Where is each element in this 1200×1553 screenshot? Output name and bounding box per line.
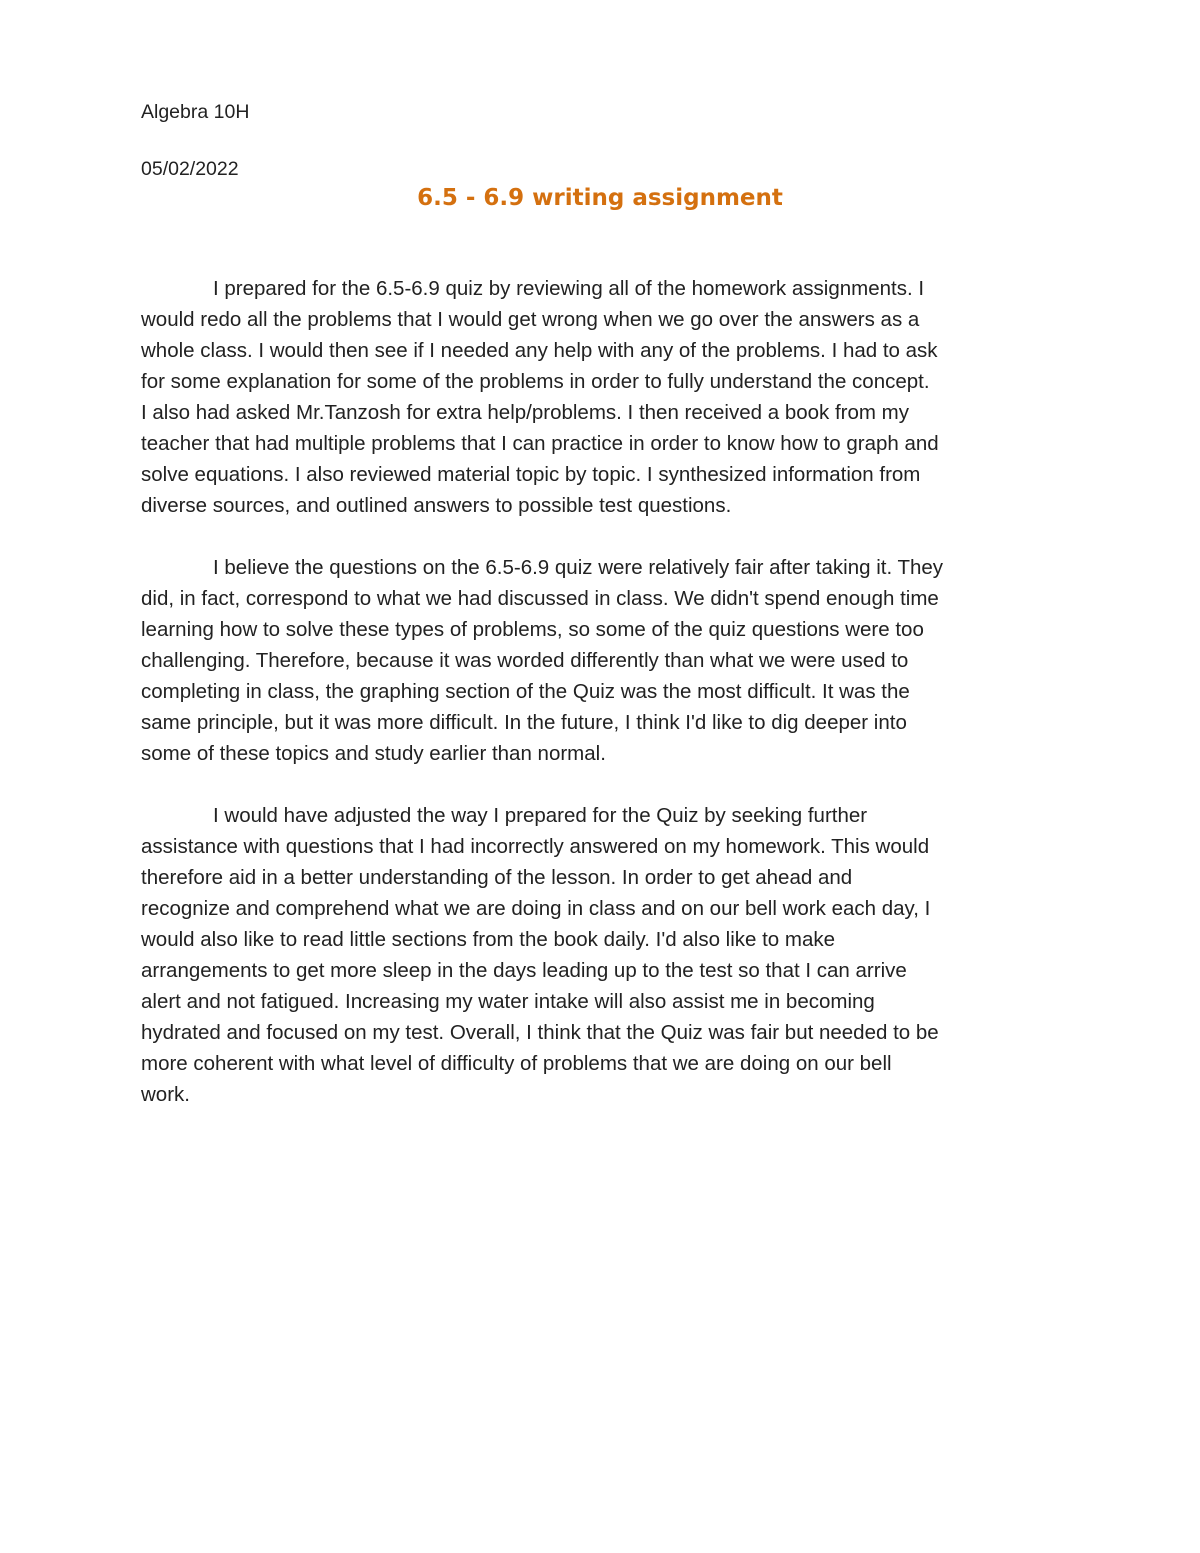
text-line: diverse sources, and outlined answers to possible test questions. (141, 494, 732, 517)
text-line: learning how to solve these types of problems, so some of the quiz questions were too (141, 618, 924, 641)
text-line: assistance with questions that I had incorrectly answered on my homework. This would (141, 835, 930, 858)
paragraph-adjustments (141, 800, 1061, 1110)
document-body (141, 273, 1061, 1141)
text-line: some of these topics and study earlier than normal. (141, 742, 606, 765)
text-line: would also like to read little sections from the book daily. I'd also like to make (141, 928, 836, 951)
text-line: alert and not fatigued. Increasing my water intake will also assist me in becoming (141, 990, 875, 1013)
text-line: did, in fact, correspond to what we had discussed in class. We didn't spend enough time (141, 587, 939, 610)
text-line: for some explanation for some of the problems in order to fully understand the concept. (141, 370, 930, 393)
text-line: I prepared for the 6.5-6.9 quiz by reviewing all of the homework assignments. I (213, 277, 925, 300)
course-name: Algebra 10H (141, 101, 250, 123)
text-line: recognize and comprehend what we are doing in class and on our bell work each day, I (141, 897, 931, 920)
paragraph-quiz-fairness (141, 552, 1061, 769)
assignment-date: 05/02/2022 (141, 158, 239, 180)
text-line: would redo all the problems that I would get wrong when we go over the answers as a (141, 308, 920, 331)
text-line: teacher that had multiple problems that I can practice in order to know how to graph and (141, 432, 939, 455)
paragraph-preparation (141, 273, 1061, 521)
text-line: solve equations. I also reviewed material topic by topic. I synthesized information from (141, 463, 921, 486)
text-line: arrangements to get more sleep in the days leading up to the test so that I can arrive (141, 959, 907, 982)
text-line: I also had asked Mr.Tanzosh for extra help/problems. I then received a book from my (141, 401, 909, 424)
text-line: same principle, but it was more difficult. In the future, I think I'd like to dig deeper into (141, 711, 907, 734)
text-line: challenging. Therefore, because it was worded differently than what we were used to (141, 649, 909, 672)
document-title: 6.5 - 6.9 writing assignment (417, 185, 783, 211)
text-line: hydrated and focused on my test. Overall, I think that the Quiz was fair but needed to be (141, 1021, 939, 1044)
text-line: I would have adjusted the way I prepared for the Quiz by seeking further (213, 804, 868, 827)
text-line: work. (141, 1083, 190, 1106)
text-line: more coherent with what level of difficulty of problems that we are doing on our bell (141, 1052, 892, 1075)
text-line: I believe the questions on the 6.5-6.9 quiz were relatively fair after taking it. They (213, 556, 944, 579)
text-line: therefore aid in a better understanding of the lesson. In order to get ahead and (141, 866, 853, 889)
text-line: completing in class, the graphing section of the Quiz was the most difficult. It was the (141, 680, 910, 703)
text-line: whole class. I would then see if I needed any help with any of the problems. I had to ask (141, 339, 938, 362)
